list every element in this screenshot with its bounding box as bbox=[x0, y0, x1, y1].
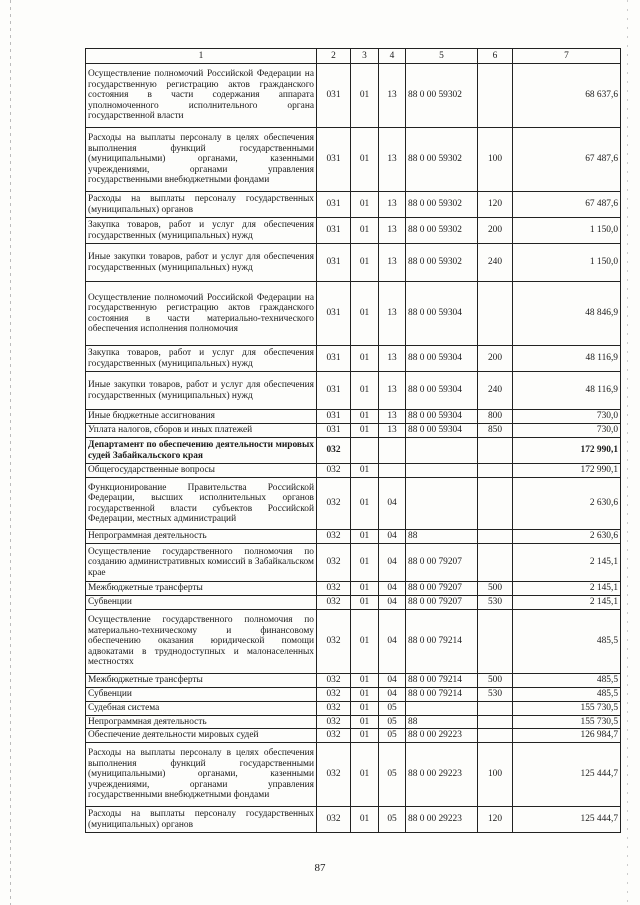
row-amount-cell: 1 150,0 bbox=[513, 244, 621, 282]
row-code-target-cell: 88 0 00 79207 bbox=[406, 596, 478, 610]
row-code-subsection-cell: 13 bbox=[379, 128, 406, 192]
row-code-section-cell: 01 bbox=[351, 807, 379, 833]
table-row bbox=[86, 372, 621, 410]
row-code-target-cell: 88 0 00 59302 bbox=[406, 244, 478, 282]
row-name-cell: Непрограммная деятельность bbox=[86, 530, 317, 544]
row-amount-cell: 48 116,9 bbox=[513, 346, 621, 372]
row-code-expense-type-cell: 120 bbox=[478, 192, 513, 218]
row-code-target-cell: 88 0 00 59302 bbox=[406, 192, 478, 218]
row-name-cell: Субвенции bbox=[86, 596, 317, 610]
row-code-subsection-cell: 13 bbox=[379, 372, 406, 410]
row-code-target-cell bbox=[406, 702, 478, 716]
row-code-ministry-cell: 032 bbox=[317, 464, 351, 478]
row-name-cell: Закупка товаров, работ и услуг для обеспечения государственных (муниципальных) нужд bbox=[86, 218, 317, 244]
row-name-cell: Иные закупки товаров, работ и услуг для обеспечения государственных (муниципальных) нужд bbox=[86, 244, 317, 282]
row-code-section-cell: 01 bbox=[351, 530, 379, 544]
table-row bbox=[86, 729, 621, 743]
table-row bbox=[86, 596, 621, 610]
row-name-cell: Осуществление государственного полномочия по созданию административных комиссий в Забайкальском крае bbox=[86, 544, 317, 582]
row-amount-cell: 730,0 bbox=[513, 410, 621, 424]
row-code-section-cell: 01 bbox=[351, 688, 379, 702]
table-row bbox=[86, 715, 621, 729]
row-name-cell: Расходы на выплаты персоналу в целях обеспечения выполнения функций государственными (муниципальными) органами, казенными учреждениями, органами управления государственными внебюджетными фондами bbox=[86, 128, 317, 192]
row-code-expense-type-cell: 100 bbox=[478, 743, 513, 807]
row-name-cell: Обеспечение деятельности мировых судей bbox=[86, 729, 317, 743]
row-code-target-cell: 88 0 00 79214 bbox=[406, 610, 478, 674]
row-code-section-cell: 01 bbox=[351, 544, 379, 582]
row-code-ministry-cell: 032 bbox=[317, 715, 351, 729]
row-code-ministry-cell: 031 bbox=[317, 424, 351, 438]
row-code-subsection-cell: 05 bbox=[379, 807, 406, 833]
row-code-section-cell: 01 bbox=[351, 64, 379, 128]
row-code-section-cell: 01 bbox=[351, 464, 379, 478]
row-code-subsection-cell: 04 bbox=[379, 544, 406, 582]
page-number: 87 bbox=[314, 862, 326, 874]
row-name-cell: Общегосударственные вопросы bbox=[86, 464, 317, 478]
row-amount-cell: 1 150,0 bbox=[513, 218, 621, 244]
row-name-cell: Иные бюджетные ассигнования bbox=[86, 410, 317, 424]
row-name-cell: Субвенции bbox=[86, 688, 317, 702]
row-code-section-cell: 01 bbox=[351, 596, 379, 610]
row-amount-cell: 485,5 bbox=[513, 688, 621, 702]
row-amount-cell: 67 487,6 bbox=[513, 128, 621, 192]
row-code-section-cell: 01 bbox=[351, 715, 379, 729]
row-code-ministry-cell: 032 bbox=[317, 743, 351, 807]
row-name-cell: Непрограммная деятельность bbox=[86, 715, 317, 729]
row-code-target-cell: 88 bbox=[406, 530, 478, 544]
scan-edge-left bbox=[10, 0, 11, 905]
row-code-ministry-cell: 032 bbox=[317, 688, 351, 702]
row-code-ministry-cell: 032 bbox=[317, 610, 351, 674]
row-amount-cell: 2 630,6 bbox=[513, 478, 621, 530]
row-code-target-cell bbox=[406, 438, 478, 464]
row-amount-cell: 125 444,7 bbox=[513, 807, 621, 833]
row-name-cell: Иные закупки товаров, работ и услуг для обеспечения государственных (муниципальных) нужд bbox=[86, 372, 317, 410]
table-row bbox=[86, 478, 621, 530]
row-code-expense-type-cell bbox=[478, 464, 513, 478]
row-code-target-cell: 88 0 00 59304 bbox=[406, 424, 478, 438]
row-code-section-cell: 01 bbox=[351, 424, 379, 438]
row-name-cell: Осуществление полномочий Российской Федерации на государственную регистрацию актов гражданского состояния в части содержания аппарата уполномоченного исполнительного органа государственной власти bbox=[86, 64, 317, 128]
row-code-expense-type-cell: 200 bbox=[478, 218, 513, 244]
row-code-expense-type-cell bbox=[478, 64, 513, 128]
row-code-subsection-cell: 04 bbox=[379, 582, 406, 596]
budget-table bbox=[85, 48, 621, 833]
row-code-section-cell: 01 bbox=[351, 729, 379, 743]
row-code-section-cell: 01 bbox=[351, 478, 379, 530]
row-code-expense-type-cell: 530 bbox=[478, 688, 513, 702]
table-row bbox=[86, 438, 621, 464]
row-code-subsection-cell: 13 bbox=[379, 244, 406, 282]
row-code-expense-type-cell: 100 bbox=[478, 128, 513, 192]
row-code-expense-type-cell: 500 bbox=[478, 582, 513, 596]
row-code-ministry-cell: 032 bbox=[317, 478, 351, 530]
table-row bbox=[86, 410, 621, 424]
row-code-subsection-cell: 13 bbox=[379, 282, 406, 346]
row-code-subsection-cell: 13 bbox=[379, 192, 406, 218]
row-code-section-cell: 01 bbox=[351, 743, 379, 807]
row-code-subsection-cell: 04 bbox=[379, 596, 406, 610]
row-code-subsection-cell: 05 bbox=[379, 702, 406, 716]
row-code-subsection-cell: 04 bbox=[379, 478, 406, 530]
row-code-subsection-cell: 13 bbox=[379, 218, 406, 244]
row-code-subsection-cell: 04 bbox=[379, 530, 406, 544]
row-code-expense-type-cell: 800 bbox=[478, 410, 513, 424]
row-amount-cell: 2 630,6 bbox=[513, 530, 621, 544]
row-amount-cell: 2 145,1 bbox=[513, 582, 621, 596]
row-code-ministry-cell: 031 bbox=[317, 282, 351, 346]
header-col-6: 6 bbox=[478, 49, 513, 64]
row-code-target-cell: 88 0 00 29223 bbox=[406, 743, 478, 807]
row-code-section-cell: 01 bbox=[351, 702, 379, 716]
row-code-target-cell: 88 bbox=[406, 715, 478, 729]
row-code-section-cell: 01 bbox=[351, 218, 379, 244]
row-name-cell: Уплата налогов, сборов и иных платежей bbox=[86, 424, 317, 438]
row-name-cell: Функционирование Правительства Российской Федерации, высших исполнительных органов государственной власти субъектов Российской Федерации, местных администраций bbox=[86, 478, 317, 530]
row-amount-cell: 48 116,9 bbox=[513, 372, 621, 410]
row-code-ministry-cell: 031 bbox=[317, 128, 351, 192]
table-row bbox=[86, 807, 621, 833]
row-code-subsection-cell: 05 bbox=[379, 715, 406, 729]
row-code-ministry-cell: 032 bbox=[317, 544, 351, 582]
row-code-target-cell: 88 0 00 29223 bbox=[406, 729, 478, 743]
header-col-4: 4 bbox=[379, 49, 406, 64]
row-code-subsection-cell: 04 bbox=[379, 688, 406, 702]
row-code-expense-type-cell bbox=[478, 715, 513, 729]
row-code-expense-type-cell: 530 bbox=[478, 596, 513, 610]
row-code-subsection-cell: 13 bbox=[379, 346, 406, 372]
row-name-cell: Департамент по обеспечению деятельности мировых судей Забайкальского края bbox=[86, 438, 317, 464]
row-code-expense-type-cell: 240 bbox=[478, 244, 513, 282]
header-col-5: 5 bbox=[406, 49, 478, 64]
row-code-target-cell: 88 0 00 79214 bbox=[406, 688, 478, 702]
row-code-ministry-cell: 031 bbox=[317, 218, 351, 244]
row-name-cell: Осуществление государственного полномочия по материально-техническому и финансовому обеспечению оказания юридической помощи адвокатами в труднодоступных и малонаселенных местностях bbox=[86, 610, 317, 674]
row-code-expense-type-cell bbox=[478, 702, 513, 716]
table-row bbox=[86, 218, 621, 244]
header-col-1: 1 bbox=[86, 49, 317, 64]
row-amount-cell: 172 990,1 bbox=[513, 438, 621, 464]
table-row bbox=[86, 282, 621, 346]
row-code-subsection-cell: 05 bbox=[379, 729, 406, 743]
table-row bbox=[86, 424, 621, 438]
row-code-section-cell: 01 bbox=[351, 346, 379, 372]
row-code-subsection-cell: 04 bbox=[379, 610, 406, 674]
row-name-cell: Расходы на выплаты персоналу государственных (муниципальных) органов bbox=[86, 192, 317, 218]
row-code-ministry-cell: 031 bbox=[317, 346, 351, 372]
row-code-ministry-cell: 031 bbox=[317, 64, 351, 128]
row-code-target-cell: 88 0 00 59304 bbox=[406, 410, 478, 424]
table-row bbox=[86, 674, 621, 688]
row-amount-cell: 68 637,6 bbox=[513, 64, 621, 128]
row-name-cell: Межбюджетные трансферты bbox=[86, 582, 317, 596]
table-row bbox=[86, 743, 621, 807]
row-code-section-cell: 01 bbox=[351, 582, 379, 596]
row-code-target-cell: 88 0 00 59304 bbox=[406, 372, 478, 410]
row-amount-cell: 172 990,1 bbox=[513, 464, 621, 478]
table-body bbox=[86, 64, 621, 833]
table-row bbox=[86, 64, 621, 128]
row-code-section-cell: 01 bbox=[351, 410, 379, 424]
row-code-target-cell: 88 0 00 79207 bbox=[406, 582, 478, 596]
row-code-ministry-cell: 032 bbox=[317, 530, 351, 544]
row-code-expense-type-cell bbox=[478, 610, 513, 674]
row-code-section-cell bbox=[351, 438, 379, 464]
row-code-ministry-cell: 031 bbox=[317, 372, 351, 410]
row-code-expense-type-cell: 240 bbox=[478, 372, 513, 410]
row-code-expense-type-cell: 500 bbox=[478, 674, 513, 688]
row-code-expense-type-cell: 120 bbox=[478, 807, 513, 833]
row-code-expense-type-cell bbox=[478, 544, 513, 582]
header-col-7: 7 bbox=[513, 49, 621, 64]
table-row bbox=[86, 688, 621, 702]
row-code-target-cell: 88 0 00 29223 bbox=[406, 807, 478, 833]
header-col-3: 3 bbox=[351, 49, 379, 64]
table-row bbox=[86, 244, 621, 282]
table-row bbox=[86, 346, 621, 372]
row-amount-cell: 2 145,1 bbox=[513, 596, 621, 610]
row-name-cell: Расходы на выплаты персоналу государственных (муниципальных) органов bbox=[86, 807, 317, 833]
row-code-ministry-cell: 032 bbox=[317, 596, 351, 610]
row-code-target-cell: 88 0 00 59302 bbox=[406, 64, 478, 128]
header-row bbox=[86, 49, 621, 64]
table-row bbox=[86, 582, 621, 596]
row-code-expense-type-cell: 850 bbox=[478, 424, 513, 438]
row-code-ministry-cell: 032 bbox=[317, 674, 351, 688]
row-code-target-cell bbox=[406, 464, 478, 478]
row-code-ministry-cell: 031 bbox=[317, 244, 351, 282]
row-amount-cell: 67 487,6 bbox=[513, 192, 621, 218]
row-code-target-cell bbox=[406, 478, 478, 530]
row-code-ministry-cell: 032 bbox=[317, 582, 351, 596]
row-code-expense-type-cell: 200 bbox=[478, 346, 513, 372]
row-name-cell: Расходы на выплаты персоналу в целях обеспечения выполнения функций государственными (муниципальными) органами, казенными учреждениями, органами управления государственными внебюджетными фондами bbox=[86, 743, 317, 807]
row-code-ministry-cell: 032 bbox=[317, 438, 351, 464]
row-code-target-cell: 88 0 00 59302 bbox=[406, 128, 478, 192]
table-row bbox=[86, 530, 621, 544]
row-code-section-cell: 01 bbox=[351, 610, 379, 674]
row-code-expense-type-cell bbox=[478, 729, 513, 743]
row-amount-cell: 730,0 bbox=[513, 424, 621, 438]
row-amount-cell: 485,5 bbox=[513, 610, 621, 674]
row-amount-cell: 126 984,7 bbox=[513, 729, 621, 743]
table-row bbox=[86, 702, 621, 716]
row-code-target-cell: 88 0 00 79207 bbox=[406, 544, 478, 582]
row-code-target-cell: 88 0 00 59304 bbox=[406, 282, 478, 346]
table-row bbox=[86, 192, 621, 218]
row-amount-cell: 155 730,5 bbox=[513, 715, 621, 729]
row-code-expense-type-cell bbox=[478, 478, 513, 530]
row-name-cell: Судебная система bbox=[86, 702, 317, 716]
table-row bbox=[86, 128, 621, 192]
row-code-section-cell: 01 bbox=[351, 192, 379, 218]
table-row bbox=[86, 544, 621, 582]
row-code-subsection-cell: 04 bbox=[379, 674, 406, 688]
row-code-ministry-cell: 031 bbox=[317, 192, 351, 218]
row-code-expense-type-cell bbox=[478, 530, 513, 544]
row-code-section-cell: 01 bbox=[351, 674, 379, 688]
row-name-cell: Межбюджетные трансферты bbox=[86, 674, 317, 688]
table-row bbox=[86, 464, 621, 478]
row-name-cell: Осуществление полномочий Российской Федерации на государственную регистрацию актов гражданского состояния в части материально-технического обеспечения исполнения полномочия bbox=[86, 282, 317, 346]
row-code-ministry-cell: 032 bbox=[317, 729, 351, 743]
row-name-cell: Закупка товаров, работ и услуг для обеспечения государственных (муниципальных) нужд bbox=[86, 346, 317, 372]
row-code-section-cell: 01 bbox=[351, 372, 379, 410]
row-code-ministry-cell: 031 bbox=[317, 410, 351, 424]
row-amount-cell: 125 444,7 bbox=[513, 743, 621, 807]
row-code-target-cell: 88 0 00 59304 bbox=[406, 346, 478, 372]
row-code-section-cell: 01 bbox=[351, 128, 379, 192]
row-code-target-cell: 88 0 00 59302 bbox=[406, 218, 478, 244]
row-code-section-cell: 01 bbox=[351, 282, 379, 346]
header-col-2: 2 bbox=[317, 49, 351, 64]
row-code-subsection-cell: 13 bbox=[379, 410, 406, 424]
row-code-subsection-cell bbox=[379, 464, 406, 478]
row-code-subsection-cell: 05 bbox=[379, 743, 406, 807]
row-code-subsection-cell: 13 bbox=[379, 64, 406, 128]
row-amount-cell: 2 145,1 bbox=[513, 544, 621, 582]
row-code-subsection-cell: 13 bbox=[379, 424, 406, 438]
row-amount-cell: 485,5 bbox=[513, 674, 621, 688]
row-code-expense-type-cell bbox=[478, 438, 513, 464]
row-code-target-cell: 88 0 00 79214 bbox=[406, 674, 478, 688]
row-code-section-cell: 01 bbox=[351, 244, 379, 282]
table-row bbox=[86, 610, 621, 674]
scan-edge-right bbox=[627, 0, 628, 905]
row-code-ministry-cell: 032 bbox=[317, 807, 351, 833]
row-amount-cell: 48 846,9 bbox=[513, 282, 621, 346]
row-amount-cell: 155 730,5 bbox=[513, 702, 621, 716]
row-code-subsection-cell bbox=[379, 438, 406, 464]
row-code-ministry-cell: 032 bbox=[317, 702, 351, 716]
row-code-expense-type-cell bbox=[478, 282, 513, 346]
